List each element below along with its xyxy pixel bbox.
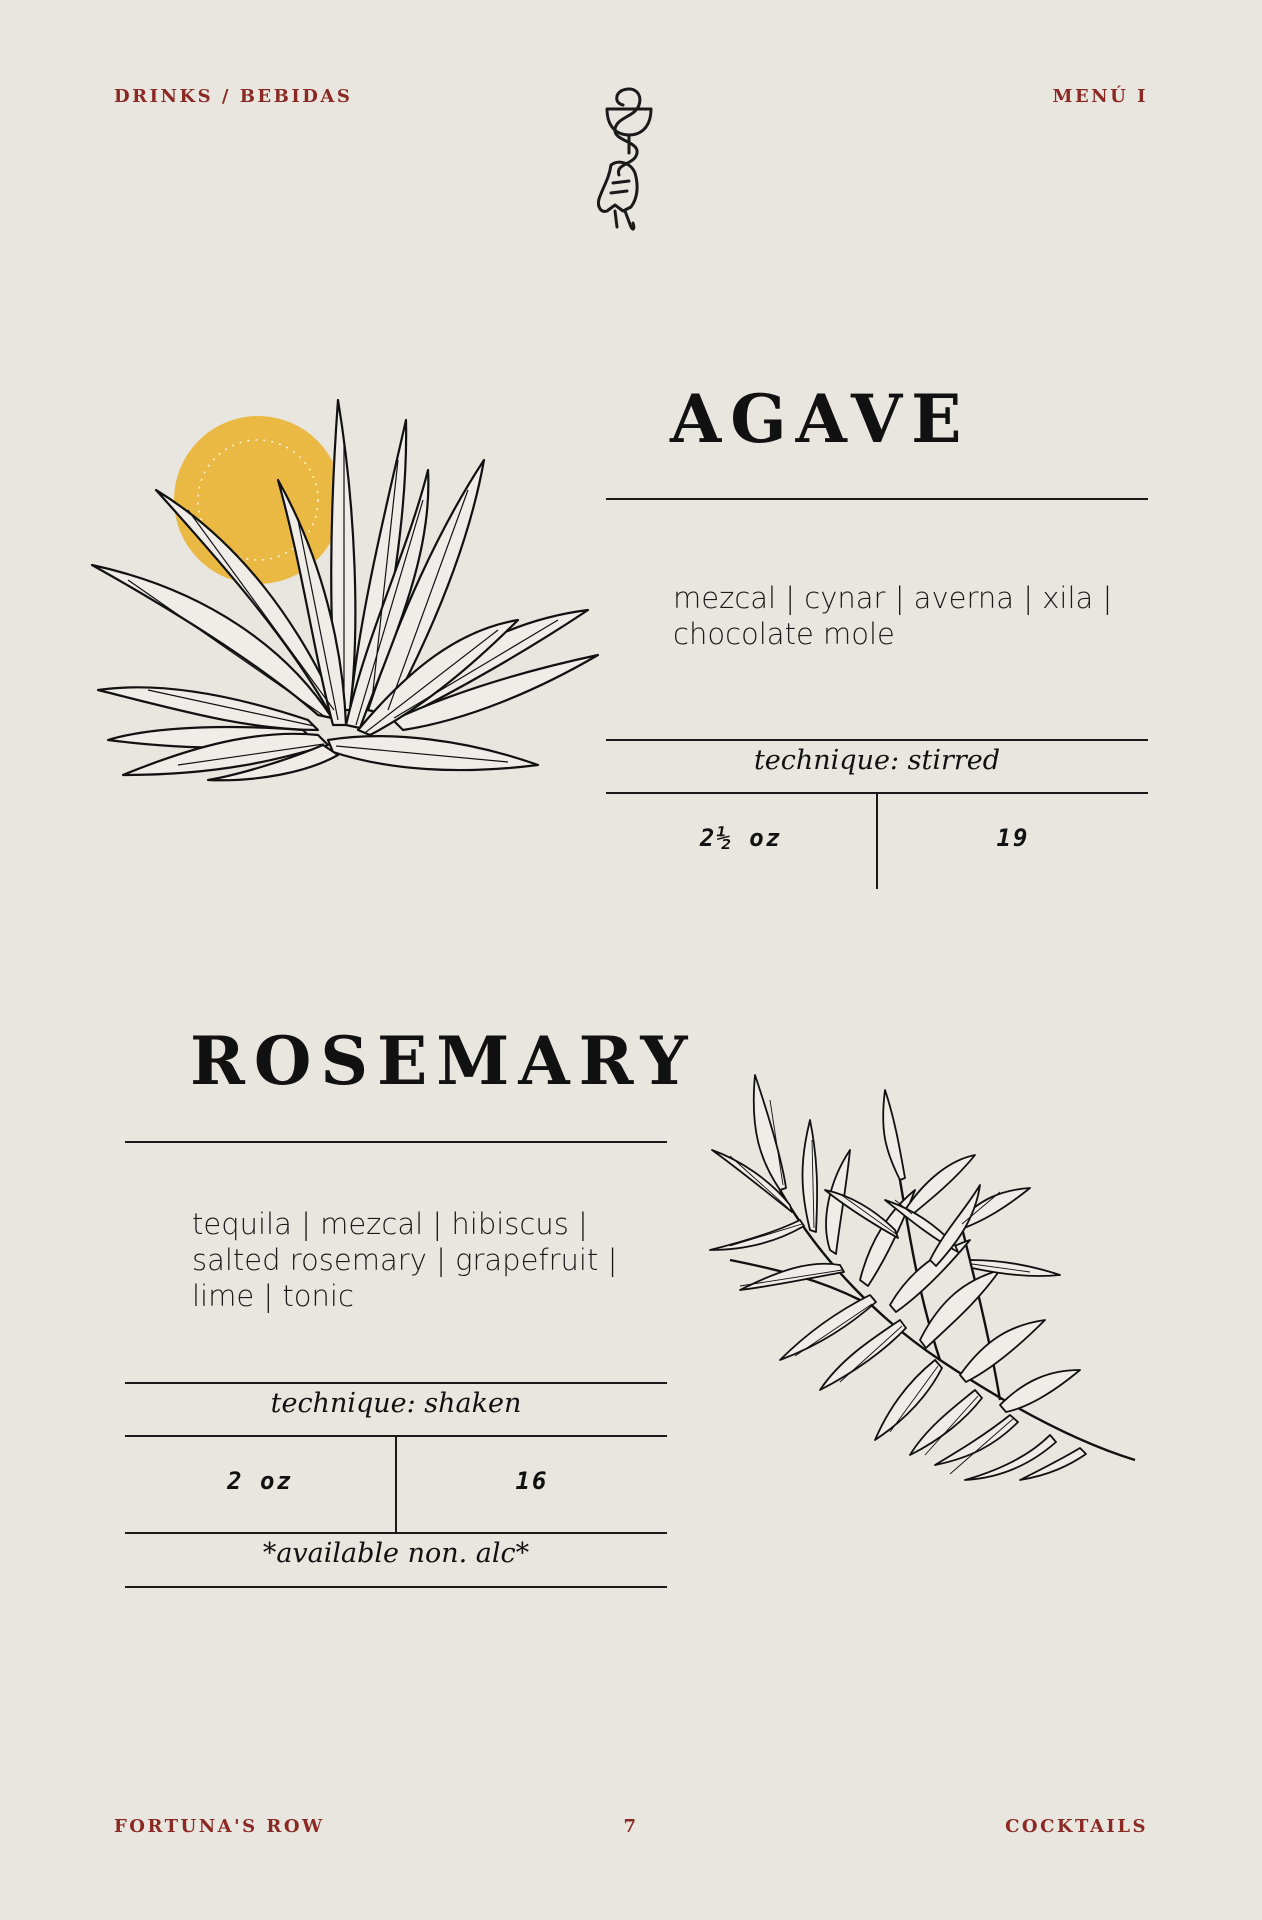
divider [125,1382,667,1384]
drink-title-agave: AGAVE [670,380,971,458]
ingredients-agave [673,580,1112,652]
volume-agave: 2½ oz [699,824,783,852]
header-left-label: DRINKS / BEBIDAS [114,86,353,107]
ingredients-line: tequila | mezcal | hibiscus | [192,1207,588,1241]
divider [606,739,1148,741]
footer-right-label: COCKTAILS [1005,1816,1148,1837]
price-agave: 19 [996,824,1030,852]
divider [606,498,1148,500]
snake-cup-hand-logo-icon [591,83,671,233]
sun-circle [174,416,342,584]
divider [125,1141,667,1143]
divider [125,1532,667,1534]
agave-plant-illustration-icon [88,380,608,800]
footer-left-label: FORTUNA'S ROW [114,1816,325,1837]
technique-agave: technique: stirred [753,745,1001,776]
non-alcoholic-note: *available non. alc* [262,1538,530,1569]
divider [125,1586,667,1588]
technique-rosemary: technique: shaken [270,1388,522,1419]
header-right-label: MENÚ I [1052,86,1148,107]
page-number: 7 [623,1816,639,1837]
ingredients-line: mezcal | cynar | averna | xila | [673,581,1113,615]
ingredients-rosemary [192,1206,617,1314]
price-rosemary: 16 [515,1467,549,1495]
drink-title-rosemary: ROSEMARY [190,1022,697,1100]
rosemary-sprig-illustration-icon [700,1060,1140,1490]
ingredients-line: lime | tonic [192,1279,354,1313]
ingredients-line: salted rosemary | grapefruit | [192,1243,618,1277]
volume-rosemary: 2 oz [227,1467,293,1495]
ingredients-line: chocolate mole [673,617,895,651]
